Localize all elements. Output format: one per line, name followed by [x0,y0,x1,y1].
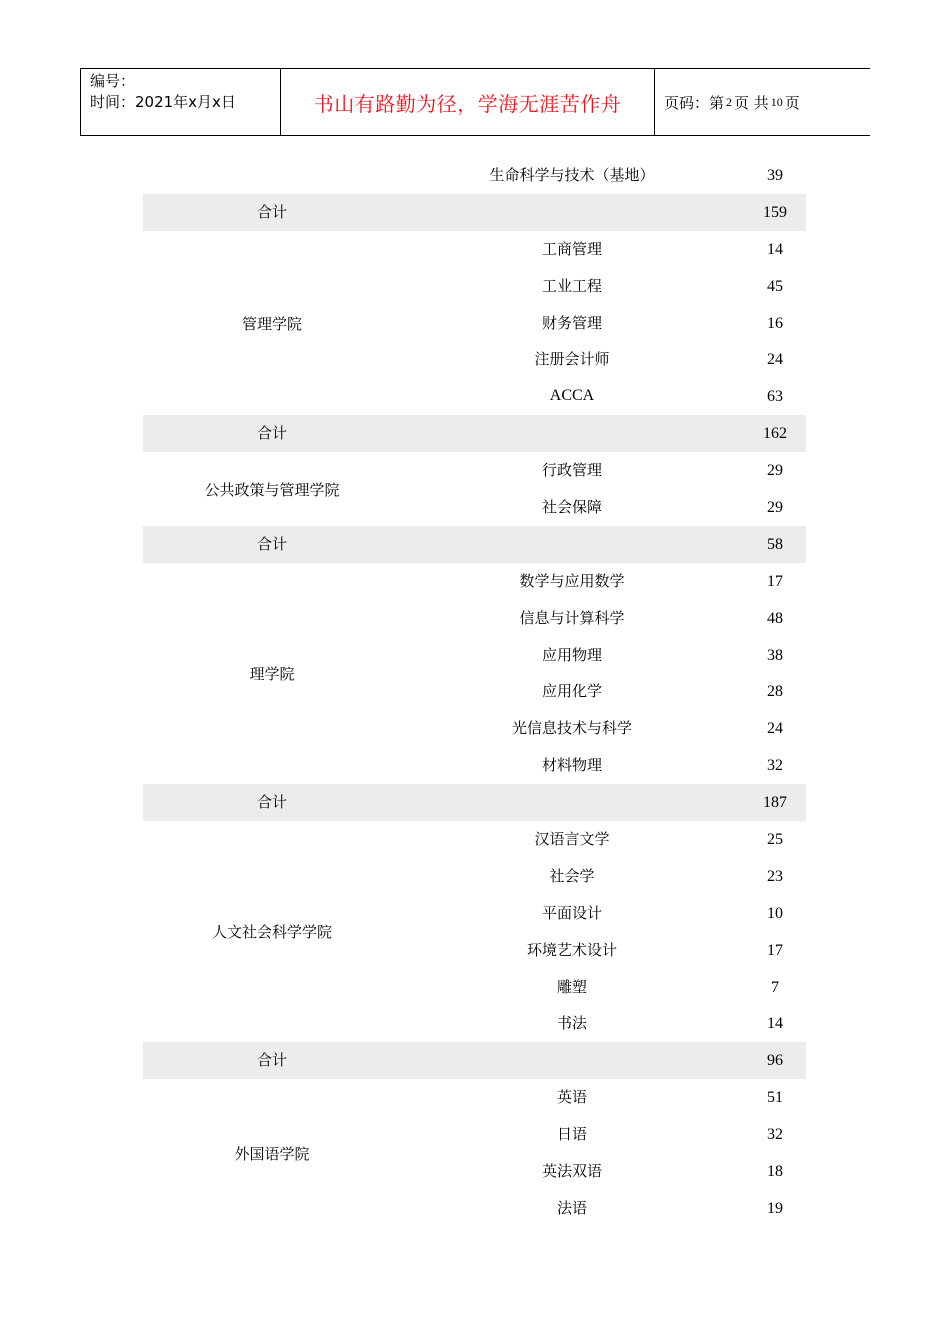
major-name: 应用物理 [541,645,602,664]
major-count: 17 [767,941,783,959]
major-count: 29 [767,462,783,480]
total-row [143,526,806,563]
major-name: 材料物理 [541,756,602,775]
major-count: 39 [767,167,783,184]
table-row [143,1190,806,1227]
page-header [80,68,870,136]
enrollment-table [143,157,806,1227]
major-count: 38 [767,646,783,664]
table-row [143,747,806,784]
major-count: 17 [767,572,783,590]
major-name: 工商管理 [541,239,602,258]
table-row [143,673,806,710]
major-name: 英法双语 [541,1162,602,1181]
table-row [143,489,806,526]
major-count: 32 [767,1126,783,1144]
total-row [143,194,806,231]
page-prefix: 页码：第 [664,93,725,112]
major-count: 28 [767,683,783,701]
total-label: 合计 [256,534,287,553]
table-row [143,1116,806,1153]
major-name: 日语 [556,1125,587,1144]
header-meta [81,69,281,135]
major-count: 16 [767,314,783,332]
major-name: 数学与应用数学 [519,571,625,590]
major-count: 10 [767,904,783,922]
college-name: 公共政策与管理学院 [204,480,340,499]
page-suffix: 页 [784,93,800,112]
college-name: 人文社会科学学院 [211,923,332,942]
major-count: 14 [767,240,783,258]
major-name: 平面设计 [541,903,602,922]
major-name: 光信息技术与科学 [511,719,632,738]
total-value: 187 [763,794,787,812]
table-row [143,1153,806,1190]
table-row [143,305,806,342]
college-name: 外国语学院 [234,1144,310,1163]
total-value: 159 [763,203,787,221]
table-row [143,341,806,378]
major-name: 生命科学与技术（基地） [489,166,655,184]
table-row [143,821,806,858]
table-row [143,932,806,969]
major-count: 63 [767,388,783,406]
major-name: 书法 [556,1014,587,1033]
major-count: 51 [767,1089,783,1107]
major-name: 英语 [556,1088,587,1107]
table-row [143,1079,806,1116]
table-row [143,637,806,674]
major-name: 社会学 [549,866,595,885]
total-row [143,1042,806,1079]
total-row [143,784,806,821]
major-count: 32 [767,757,783,775]
table-row [143,378,806,415]
major-count: 25 [767,831,783,849]
college-name: 理学院 [249,664,295,683]
major-count: 29 [767,499,783,517]
major-count: 23 [767,867,783,885]
table-row [143,268,806,305]
college-group [143,231,806,415]
major-count: 18 [767,1163,783,1181]
major-name: 行政管理 [541,461,602,480]
major-count: 45 [767,277,783,295]
major-name: 汉语言文学 [534,830,610,849]
table-row [143,231,806,268]
total-row [143,415,806,452]
college-name: 管理学院 [241,314,302,333]
table-row [143,1005,806,1042]
major-name: 信息与计算科学 [519,608,625,627]
table-row [143,452,806,489]
college-group [143,821,806,1042]
total-label: 合计 [256,793,287,812]
table-row [143,969,806,1006]
major-count: 14 [767,1015,783,1033]
major-name: 工业工程 [541,276,602,295]
page-total: 10 [770,94,783,109]
table-row [143,858,806,895]
table-row [143,895,806,932]
major-name: 环境艺术设计 [526,940,617,959]
major-name: 雕塑 [556,977,587,996]
major-name: 社会保障 [541,498,602,517]
page-current: 2 [726,94,733,109]
major-name: 财务管理 [541,313,602,332]
major-name: 法语 [556,1198,587,1217]
college-group [143,452,806,526]
total-label: 合计 [256,1051,287,1070]
major-count: 7 [771,978,779,996]
total-value: 162 [763,425,787,443]
total-value: 96 [767,1052,783,1070]
total-value: 58 [767,535,783,553]
total-label: 合计 [256,202,287,221]
time-label: 时间：2021年x月x日 [90,93,236,111]
serial-label: 编号： [90,72,136,90]
table-row [143,157,806,194]
table-row [143,710,806,747]
major-name: 注册会计师 [534,350,610,369]
major-count: 24 [767,720,783,738]
table-row [143,563,806,600]
major-name: 应用化学 [541,682,602,701]
college-group [143,563,806,784]
total-label: 合计 [256,424,287,443]
major-count: 19 [767,1199,783,1217]
page-mid: 页 共 [734,93,769,112]
page-number [655,69,870,135]
major-count: 48 [767,609,783,627]
header-motto: 书山有路勤为径，学海无涯苦作舟 [281,69,655,135]
major-count: 24 [767,351,783,369]
table-row [143,600,806,637]
college-group [143,1079,806,1227]
major-name: ACCA [549,387,595,405]
